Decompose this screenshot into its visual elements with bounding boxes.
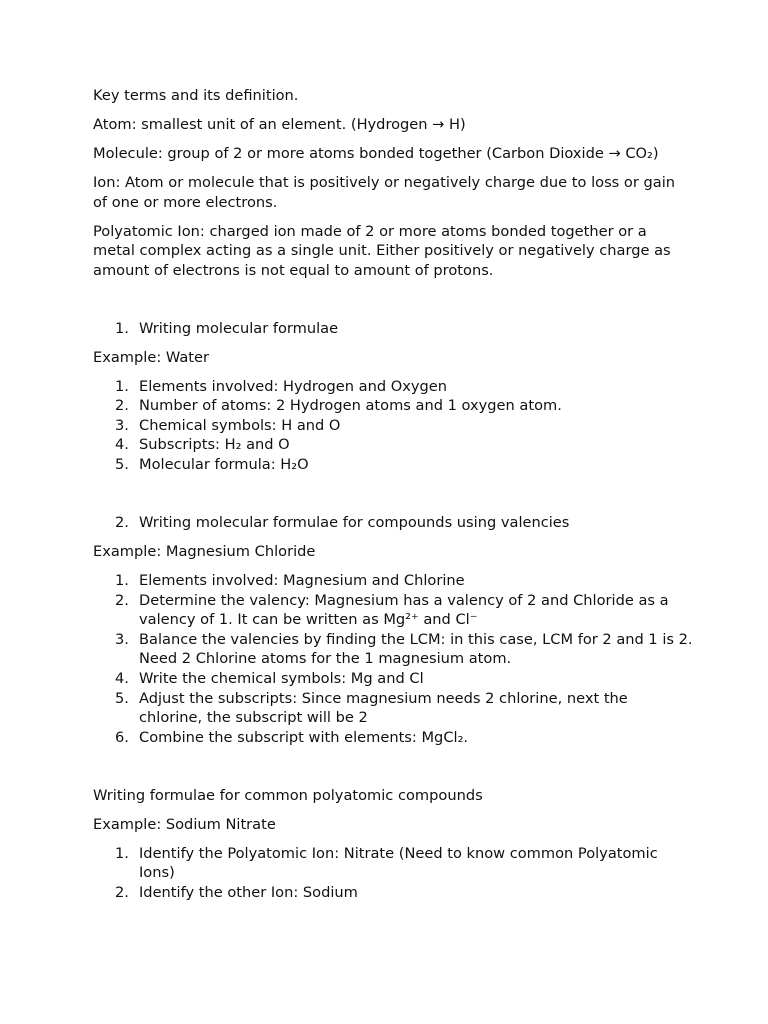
list-item-text: Determine the valency: Magnesium has a valency of 2 and Chloride as a valency of 1. It can be written as Mg²⁺ and Cl⁻ [139, 591, 669, 629]
list-item-text: Combine the subscript with elements: MgCl₂. [139, 728, 469, 746]
list-number: 1. [115, 377, 129, 395]
list-item-text: Elements involved: Hydrogen and Oxygen [139, 377, 447, 395]
list-number: 3. [115, 416, 129, 434]
definition-polyatomic-ion: Polyatomic Ion: charged ion made of 2 or more atoms bonded together or a metal complex acting as a single unit. Either positively or negatively charge as amount of electrons is not equal to amount of protons. [93, 222, 671, 279]
list-item [93, 455, 693, 475]
list-item [93, 396, 693, 416]
section-heading [93, 319, 693, 339]
example-label: Example: Water [93, 348, 210, 366]
list-item [93, 689, 693, 728]
section-heading-list [93, 319, 693, 339]
definition-ion: Ion: Atom or molecule that is positively or negatively charge due to loss or gain of one or more electrons. [93, 173, 675, 211]
list-item [93, 571, 693, 591]
list-item-text: Elements involved: Magnesium and Chlorine [139, 572, 465, 589]
list-number: 4. [115, 436, 129, 454]
list-number: 2. [115, 883, 129, 901]
list-item [93, 883, 693, 903]
list-item [93, 844, 693, 883]
definition-molecule: Molecule: group of 2 or more atoms bonded together (Carbon Dioxide → CO₂) [93, 144, 659, 162]
example-label: Example: Sodium Nitrate [93, 815, 276, 833]
list-number: 1. [115, 572, 129, 589]
spacer [93, 290, 693, 319]
list-item-text: Subscripts: H₂ and O [139, 436, 290, 454]
section-polyatomic [93, 786, 693, 903]
spacer [93, 484, 693, 513]
steps-list [93, 571, 693, 747]
list-item [93, 435, 693, 455]
spacer [93, 757, 693, 786]
section-valencies [93, 513, 693, 747]
list-number: 2. [115, 591, 129, 609]
key-terms-section [93, 86, 693, 280]
list-item-text: Number of atoms: 2 Hydrogen atoms and 1 oxygen atom. [139, 397, 562, 415]
list-number: 4. [115, 669, 129, 687]
list-item-text: Chemical symbols: H and O [139, 416, 341, 434]
list-item [93, 377, 693, 397]
list-item-text: Balance the valencies by finding the LCM: in this case, LCM for 2 and 1 is 2. Need 2 Chlorine atoms for the 1 magnesium atom. [139, 630, 693, 668]
list-item-text: Molecular formula: H₂O [139, 456, 309, 474]
list-number: 5. [115, 456, 129, 474]
section-heading-text: Writing formulae for common polyatomic compounds [93, 786, 483, 804]
section-heading-text: Writing molecular formulae [139, 319, 339, 337]
definition-atom: Atom: smallest unit of an element. (Hydrogen → H) [93, 115, 466, 133]
section-heading [93, 513, 693, 533]
list-item-text: Adjust the subscripts: Since magnesium needs 2 chlorine, next the chlorine, the subscript will be 2 [139, 689, 628, 727]
list-item [93, 416, 693, 436]
section-heading-text: Writing molecular formulae for compounds using valencies [139, 514, 570, 532]
section-heading-list [93, 513, 693, 533]
key-terms-title: Key terms and its definition. [93, 87, 299, 104]
list-item [93, 669, 693, 689]
steps-list [93, 844, 693, 903]
list-number: 1. [115, 319, 129, 337]
steps-list [93, 377, 693, 475]
document-page [93, 86, 693, 912]
list-number: 3. [115, 630, 129, 648]
section-molecular-formulae [93, 319, 693, 475]
list-item [93, 630, 693, 669]
list-number: 6. [115, 728, 129, 746]
list-number: 2. [115, 514, 129, 532]
list-number: 2. [115, 397, 129, 415]
list-item-text: Identify the Polyatomic Ion: Nitrate (Need to know common Polyatomic Ions) [139, 844, 658, 882]
list-number: 1. [115, 844, 129, 862]
list-item [93, 728, 693, 748]
list-item [93, 591, 693, 630]
example-label: Example: Magnesium Chloride [93, 543, 316, 561]
list-item-text: Identify the other Ion: Sodium [139, 883, 358, 901]
list-item-text: Write the chemical symbols: Mg and Cl [139, 669, 424, 687]
list-number: 5. [115, 689, 129, 707]
